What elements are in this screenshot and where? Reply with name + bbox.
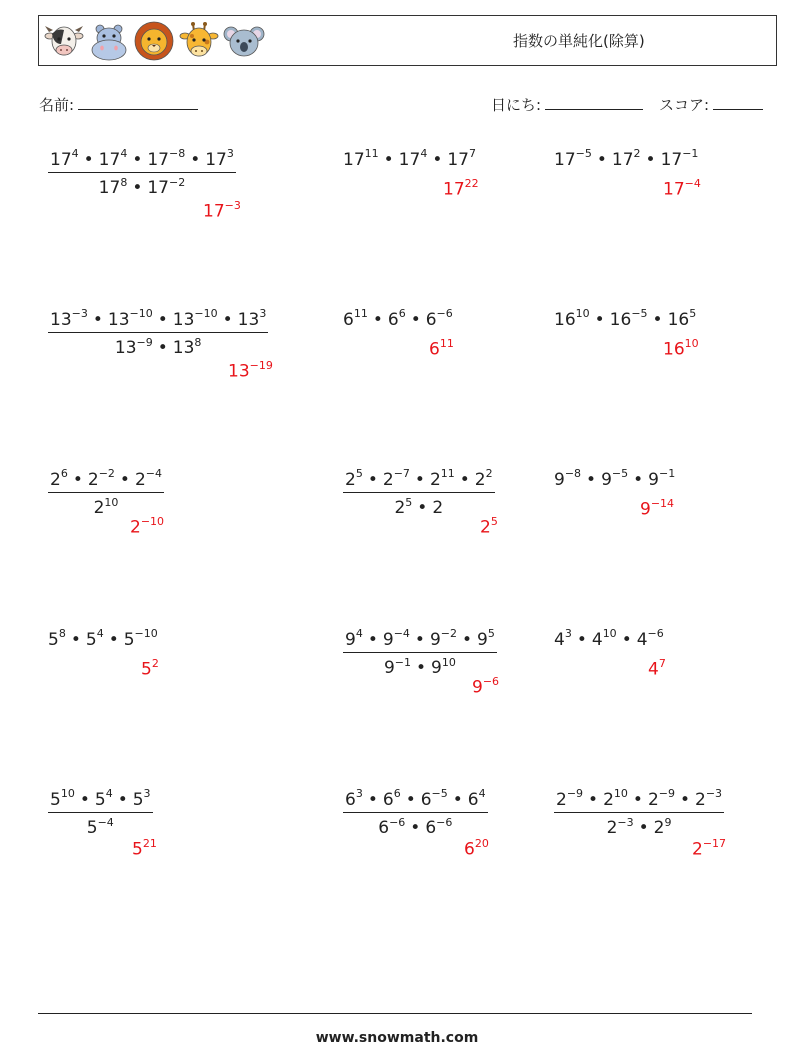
problem-expression: $\frac{5^{10} • 5^4 • 5^3}{5^{-4}}$ (50, 787, 151, 839)
answer-text: $16^{10}$ (663, 337, 699, 360)
date-blank (545, 95, 643, 110)
score-label: スコア: (659, 96, 710, 114)
answer-text: $6^{11}$ (429, 337, 454, 360)
name-field (39, 94, 198, 115)
problem-expression: $17^{11}$ • $17^4$ • $17^7$ (343, 147, 476, 170)
answer-text: $17^{-4}$ (663, 177, 701, 200)
problem-expression: $\frac{2^{-9} • 2^{10} • 2^{-9} • 2^{-3}}{2^{-3} • 2^9}$ (556, 787, 723, 839)
score-field (659, 94, 763, 115)
problem-expression: $9^{-8}$ • $9^{-5}$ • $9^{-1}$ (554, 467, 676, 490)
problem-expression: $5^8$ • $5^4$ • $5^{-10}$ (48, 627, 158, 650)
answer-text: $17^{22}$ (443, 177, 479, 200)
header-box (38, 15, 777, 66)
answer-text: $5^2$ (141, 657, 159, 680)
footer-divider (38, 1013, 752, 1014)
problem-expression: $17^{-5}$ • $17^2$ • $17^{-1}$ (554, 147, 699, 170)
problem-expression: $16^{10}$ • $16^{-5}$ • $16^5$ (554, 307, 697, 330)
answer-text: $17^{-3}$ (203, 199, 241, 222)
problem-expression: $\frac{17^4 • 17^4 • 17^{-8} • 17^3}{17^8 • 17^{-2}}$ (50, 147, 234, 199)
problem-expression: $\frac{13^{-3} • 13^{-10} • 13^{-10} • 13^3}{13^{-9} • 13^8}$ (50, 307, 267, 359)
problem-expression: $\frac{6^3 • 6^6 • 6^{-5} • 6^4}{6^{-6} • 6^{-6}}$ (345, 787, 486, 839)
answer-text: $2^5$ (480, 515, 498, 538)
problem-expression: $6^{11}$ • $6^6$ • $6^{-6}$ (343, 307, 453, 330)
date-label: 日にち: (491, 96, 542, 114)
answer-text: $13^{-19}$ (228, 359, 273, 382)
problem-expression: $\frac{2^6 • 2^{-2} • 2^{-4}}{2^{10}}$ (50, 467, 162, 519)
answer-text: $9^{-6}$ (472, 675, 500, 698)
problem-expression: $4^3$ • $4^{10}$ • $4^{-6}$ (554, 627, 664, 650)
animal-icons (43, 20, 265, 62)
name-blank (78, 95, 198, 110)
answer-text: $9^{-14}$ (640, 497, 675, 520)
answer-text: $5^{21}$ (132, 837, 157, 860)
koala-icon (223, 20, 265, 62)
problem-expression: $\frac{9^4 • 9^{-4} • 9^{-2} • 9^5}{9^{-1} • 9^{10}}$ (345, 627, 495, 679)
giraffe-icon (178, 20, 220, 62)
answer-text: $2^{-17}$ (692, 837, 727, 860)
name-label: 名前: (39, 96, 75, 114)
score-blank (713, 95, 763, 110)
footer-url: www.snowmath.com (315, 1030, 479, 1046)
worksheet-title: 指数の単純化(除算) (513, 32, 645, 50)
hippo-icon (88, 20, 130, 62)
lion-icon (133, 20, 175, 62)
cow-icon (43, 20, 85, 62)
answer-text: $4^7$ (648, 657, 666, 680)
date-field (491, 94, 643, 115)
answer-text: $2^{-10}$ (130, 515, 165, 538)
problem-expression: $\frac{2^5 • 2^{-7} • 2^{11} • 2^2}{2^5 • 2}$ (345, 467, 493, 519)
answer-text: $6^{20}$ (464, 837, 489, 860)
